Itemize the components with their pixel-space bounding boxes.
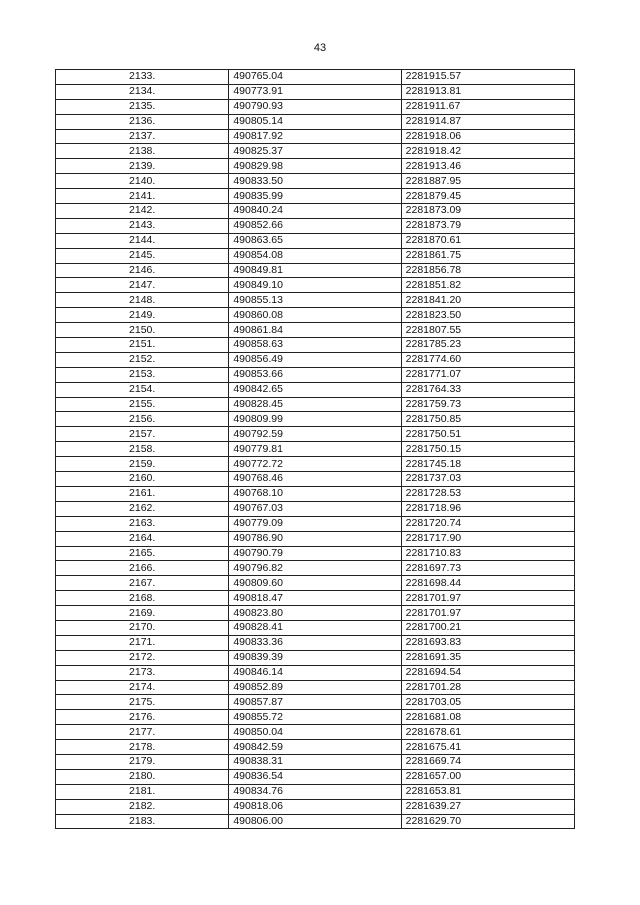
x-coordinate-cell: 490828.41 [229, 620, 401, 635]
table-row [56, 159, 575, 174]
x-coordinate-cell: 490765.04 [229, 70, 401, 85]
point-number-cell: 2139. [56, 159, 229, 174]
point-number-cell: 2166. [56, 561, 229, 576]
x-coordinate-cell: 490773.91 [229, 84, 401, 99]
y-coordinate-cell: 2281841.20 [401, 293, 574, 308]
table-row [56, 635, 575, 650]
point-number-cell: 2168. [56, 591, 229, 606]
x-coordinate-cell: 490860.08 [229, 308, 401, 323]
point-number-cell: 2180. [56, 769, 229, 784]
point-number-cell: 2144. [56, 233, 229, 248]
y-coordinate-cell: 2281745.18 [401, 457, 574, 472]
x-coordinate-cell: 490854.08 [229, 248, 401, 263]
x-coordinate-cell: 490861.84 [229, 323, 401, 338]
point-number-cell: 2169. [56, 606, 229, 621]
point-number-cell: 2178. [56, 740, 229, 755]
point-number-cell: 2143. [56, 218, 229, 233]
y-coordinate-cell: 2281703.05 [401, 695, 574, 710]
table-row [56, 784, 575, 799]
point-number-cell: 2150. [56, 323, 229, 338]
table-row [56, 472, 575, 487]
x-coordinate-cell: 490852.89 [229, 680, 401, 695]
table-row [56, 382, 575, 397]
y-coordinate-cell: 2281914.87 [401, 114, 574, 129]
y-coordinate-cell: 2281681.08 [401, 710, 574, 725]
table-row [56, 561, 575, 576]
table-row [56, 576, 575, 591]
y-coordinate-cell: 2281856.78 [401, 263, 574, 278]
x-coordinate-cell: 490855.13 [229, 293, 401, 308]
x-coordinate-cell: 490839.39 [229, 650, 401, 665]
table-row [56, 814, 575, 829]
point-number-cell: 2160. [56, 472, 229, 487]
point-number-cell: 2137. [56, 129, 229, 144]
y-coordinate-cell: 2281750.85 [401, 412, 574, 427]
y-coordinate-cell: 2281720.74 [401, 516, 574, 531]
point-number-cell: 2134. [56, 84, 229, 99]
point-number-cell: 2161. [56, 486, 229, 501]
point-number-cell: 2138. [56, 144, 229, 159]
x-coordinate-cell: 490768.46 [229, 472, 401, 487]
x-coordinate-cell: 490796.82 [229, 561, 401, 576]
x-coordinate-cell: 490855.72 [229, 710, 401, 725]
point-number-cell: 2179. [56, 754, 229, 769]
y-coordinate-cell: 2281870.61 [401, 233, 574, 248]
point-number-cell: 2163. [56, 516, 229, 531]
y-coordinate-cell: 2281701.28 [401, 680, 574, 695]
point-number-cell: 2142. [56, 204, 229, 219]
table-row [56, 531, 575, 546]
y-coordinate-cell: 2281693.83 [401, 635, 574, 650]
y-coordinate-cell: 2281737.03 [401, 472, 574, 487]
x-coordinate-cell: 490790.79 [229, 546, 401, 561]
page-number: 43 [313, 42, 327, 54]
table-row [56, 442, 575, 457]
y-coordinate-cell: 2281771.07 [401, 367, 574, 382]
table-row [56, 367, 575, 382]
point-number-cell: 2153. [56, 367, 229, 382]
point-number-cell: 2157. [56, 427, 229, 442]
x-coordinate-cell: 490863.65 [229, 233, 401, 248]
table-row [56, 620, 575, 635]
y-coordinate-cell: 2281678.61 [401, 725, 574, 740]
point-number-cell: 2149. [56, 308, 229, 323]
x-coordinate-cell: 490790.93 [229, 99, 401, 114]
point-number-cell: 2141. [56, 189, 229, 204]
y-coordinate-cell: 2281728.53 [401, 486, 574, 501]
table-row [56, 606, 575, 621]
y-coordinate-cell: 2281750.15 [401, 442, 574, 457]
y-coordinate-cell: 2281861.75 [401, 248, 574, 263]
point-number-cell: 2162. [56, 501, 229, 516]
y-coordinate-cell: 2281785.23 [401, 338, 574, 353]
x-coordinate-cell: 490836.54 [229, 769, 401, 784]
x-coordinate-cell: 490835.99 [229, 189, 401, 204]
x-coordinate-cell: 490792.59 [229, 427, 401, 442]
table-row [56, 293, 575, 308]
point-number-cell: 2140. [56, 174, 229, 189]
x-coordinate-cell: 490786.90 [229, 531, 401, 546]
y-coordinate-cell: 2281639.27 [401, 799, 574, 814]
y-coordinate-cell: 2281915.57 [401, 70, 574, 85]
coordinates-table [55, 69, 575, 829]
x-coordinate-cell: 490767.03 [229, 501, 401, 516]
x-coordinate-cell: 490833.36 [229, 635, 401, 650]
x-coordinate-cell: 490842.59 [229, 740, 401, 755]
table-row [56, 457, 575, 472]
y-coordinate-cell: 2281764.33 [401, 382, 574, 397]
point-number-cell: 2181. [56, 784, 229, 799]
point-number-cell: 2171. [56, 635, 229, 650]
x-coordinate-cell: 490809.60 [229, 576, 401, 591]
table-row [56, 189, 575, 204]
x-coordinate-cell: 490834.76 [229, 784, 401, 799]
x-coordinate-cell: 490856.49 [229, 352, 401, 367]
x-coordinate-cell: 490772.72 [229, 457, 401, 472]
x-coordinate-cell: 490852.66 [229, 218, 401, 233]
point-number-cell: 2167. [56, 576, 229, 591]
table-row [56, 725, 575, 740]
point-number-cell: 2173. [56, 665, 229, 680]
x-coordinate-cell: 490829.98 [229, 159, 401, 174]
y-coordinate-cell: 2281887.95 [401, 174, 574, 189]
x-coordinate-cell: 490825.37 [229, 144, 401, 159]
table-row [56, 263, 575, 278]
point-number-cell: 2174. [56, 680, 229, 695]
y-coordinate-cell: 2281694.54 [401, 665, 574, 680]
y-coordinate-cell: 2281759.73 [401, 397, 574, 412]
table-row [56, 352, 575, 367]
table-row [56, 754, 575, 769]
point-number-cell: 2148. [56, 293, 229, 308]
y-coordinate-cell: 2281750.51 [401, 427, 574, 442]
table-row [56, 665, 575, 680]
table-row [56, 323, 575, 338]
x-coordinate-cell: 490805.14 [229, 114, 401, 129]
x-coordinate-cell: 490858.63 [229, 338, 401, 353]
table-row [56, 516, 575, 531]
table-row [56, 710, 575, 725]
x-coordinate-cell: 490817.92 [229, 129, 401, 144]
x-coordinate-cell: 490806.00 [229, 814, 401, 829]
x-coordinate-cell: 490846.14 [229, 665, 401, 680]
y-coordinate-cell: 2281851.82 [401, 278, 574, 293]
y-coordinate-cell: 2281918.06 [401, 129, 574, 144]
y-coordinate-cell: 2281657.00 [401, 769, 574, 784]
y-coordinate-cell: 2281823.50 [401, 308, 574, 323]
table-row [56, 248, 575, 263]
y-coordinate-cell: 2281698.44 [401, 576, 574, 591]
table-row [56, 84, 575, 99]
x-coordinate-cell: 490838.31 [229, 754, 401, 769]
table-row [56, 769, 575, 784]
y-coordinate-cell: 2281675.41 [401, 740, 574, 755]
y-coordinate-cell: 2281669.74 [401, 754, 574, 769]
x-coordinate-cell: 490833.50 [229, 174, 401, 189]
point-number-cell: 2135. [56, 99, 229, 114]
y-coordinate-cell: 2281873.79 [401, 218, 574, 233]
y-coordinate-cell: 2281653.81 [401, 784, 574, 799]
x-coordinate-cell: 490828.45 [229, 397, 401, 412]
x-coordinate-cell: 490849.10 [229, 278, 401, 293]
point-number-cell: 2156. [56, 412, 229, 427]
point-number-cell: 2133. [56, 70, 229, 85]
point-number-cell: 2147. [56, 278, 229, 293]
y-coordinate-cell: 2281913.46 [401, 159, 574, 174]
table-row [56, 501, 575, 516]
x-coordinate-cell: 490849.81 [229, 263, 401, 278]
point-number-cell: 2177. [56, 725, 229, 740]
y-coordinate-cell: 2281774.60 [401, 352, 574, 367]
point-number-cell: 2175. [56, 695, 229, 710]
point-number-cell: 2172. [56, 650, 229, 665]
point-number-cell: 2154. [56, 382, 229, 397]
table-row [56, 144, 575, 159]
point-number-cell: 2155. [56, 397, 229, 412]
y-coordinate-cell: 2281629.70 [401, 814, 574, 829]
table-row [56, 218, 575, 233]
point-number-cell: 2151. [56, 338, 229, 353]
table-row [56, 740, 575, 755]
point-number-cell: 2152. [56, 352, 229, 367]
table-row [56, 650, 575, 665]
table-row [56, 695, 575, 710]
point-number-cell: 2164. [56, 531, 229, 546]
x-coordinate-cell: 490842.65 [229, 382, 401, 397]
x-coordinate-cell: 490779.81 [229, 442, 401, 457]
point-number-cell: 2158. [56, 442, 229, 457]
y-coordinate-cell: 2281918.42 [401, 144, 574, 159]
table-row [56, 680, 575, 695]
table-row [56, 278, 575, 293]
table-row [56, 412, 575, 427]
coordinates-table-body [56, 70, 575, 829]
point-number-cell: 2183. [56, 814, 229, 829]
y-coordinate-cell: 2281701.97 [401, 606, 574, 621]
table-row [56, 338, 575, 353]
x-coordinate-cell: 490853.66 [229, 367, 401, 382]
y-coordinate-cell: 2281718.96 [401, 501, 574, 516]
point-number-cell: 2145. [56, 248, 229, 263]
x-coordinate-cell: 490768.10 [229, 486, 401, 501]
table-row [56, 129, 575, 144]
table-row [56, 114, 575, 129]
y-coordinate-cell: 2281913.81 [401, 84, 574, 99]
point-number-cell: 2182. [56, 799, 229, 814]
x-coordinate-cell: 490818.06 [229, 799, 401, 814]
y-coordinate-cell: 2281873.09 [401, 204, 574, 219]
table-row [56, 308, 575, 323]
table-row [56, 546, 575, 561]
y-coordinate-cell: 2281697.73 [401, 561, 574, 576]
y-coordinate-cell: 2281717.90 [401, 531, 574, 546]
x-coordinate-cell: 490823.80 [229, 606, 401, 621]
point-number-cell: 2146. [56, 263, 229, 278]
x-coordinate-cell: 490779.09 [229, 516, 401, 531]
table-row [56, 204, 575, 219]
y-coordinate-cell: 2281807.55 [401, 323, 574, 338]
table-row [56, 799, 575, 814]
point-number-cell: 2136. [56, 114, 229, 129]
point-number-cell: 2176. [56, 710, 229, 725]
table-row [56, 591, 575, 606]
point-number-cell: 2170. [56, 620, 229, 635]
y-coordinate-cell: 2281710.83 [401, 546, 574, 561]
table-row [56, 233, 575, 248]
table-row [56, 99, 575, 114]
table-row [56, 397, 575, 412]
x-coordinate-cell: 490809.99 [229, 412, 401, 427]
table-row [56, 427, 575, 442]
point-number-cell: 2159. [56, 457, 229, 472]
y-coordinate-cell: 2281911.67 [401, 99, 574, 114]
point-number-cell: 2165. [56, 546, 229, 561]
y-coordinate-cell: 2281700.21 [401, 620, 574, 635]
y-coordinate-cell: 2281879.45 [401, 189, 574, 204]
table-row [56, 174, 575, 189]
y-coordinate-cell: 2281691.35 [401, 650, 574, 665]
x-coordinate-cell: 490850.04 [229, 725, 401, 740]
table-row [56, 70, 575, 85]
x-coordinate-cell: 490818.47 [229, 591, 401, 606]
table-row [56, 486, 575, 501]
x-coordinate-cell: 490840.24 [229, 204, 401, 219]
y-coordinate-cell: 2281701.97 [401, 591, 574, 606]
x-coordinate-cell: 490857.87 [229, 695, 401, 710]
